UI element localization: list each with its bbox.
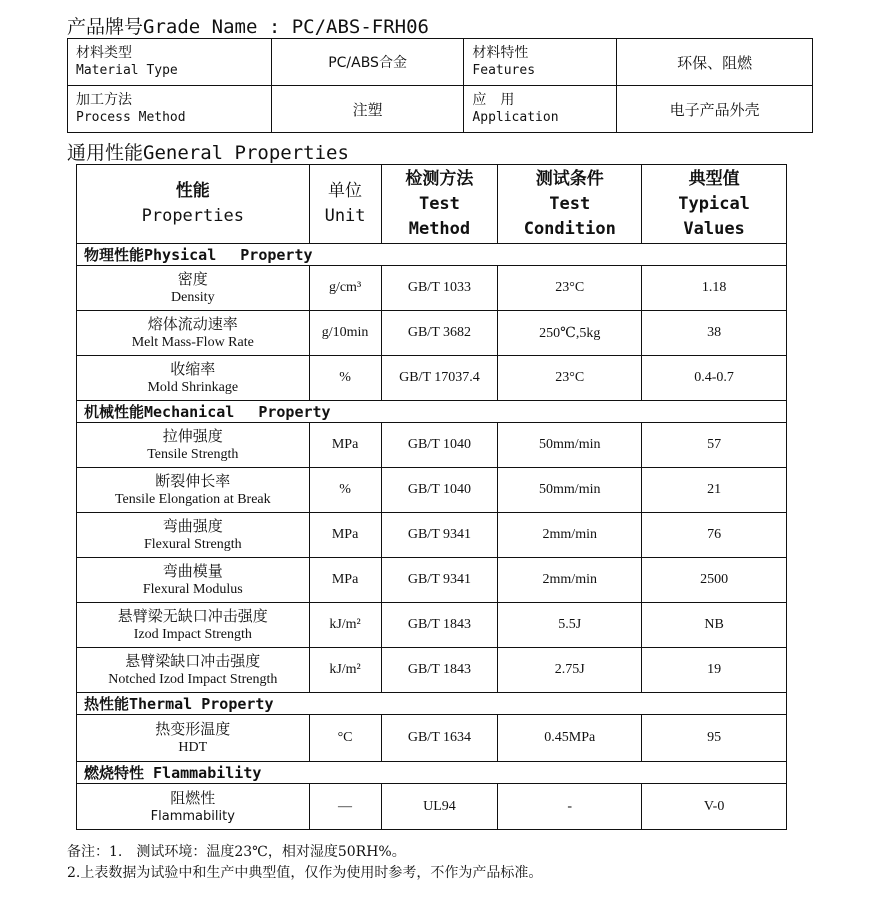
value-cell: 38 bbox=[642, 311, 787, 356]
condition-cell: - bbox=[498, 784, 642, 830]
property-cell bbox=[77, 715, 310, 762]
table-row bbox=[77, 311, 787, 356]
table-row bbox=[77, 266, 787, 311]
property-cn: 悬臂梁缺口冲击强度 bbox=[125, 652, 261, 670]
unit-cell: — bbox=[309, 784, 381, 830]
section-mechanical-label: 机械性能Mechanical Property bbox=[77, 401, 787, 423]
property-cn: 密度 bbox=[177, 270, 208, 288]
condition-cell: 2mm/min bbox=[498, 513, 642, 558]
property-cn: 收缩率 bbox=[170, 360, 216, 378]
property-cn: 悬臂梁无缺口冲击强度 bbox=[117, 607, 268, 625]
header-values-cn: 典型值 bbox=[688, 168, 740, 189]
condition-cell: 23°C bbox=[498, 356, 642, 401]
material-type-value: PC/ABS合金 bbox=[271, 39, 464, 86]
material-type-label bbox=[68, 39, 272, 86]
method-cell: GB/T 3682 bbox=[381, 311, 498, 356]
value-cell: 95 bbox=[642, 715, 787, 762]
features-value: 环保、阻燃 bbox=[617, 39, 813, 86]
method-cell: GB/T 9341 bbox=[381, 558, 498, 603]
section-flammability bbox=[77, 762, 787, 784]
condition-cell: 50mm/min bbox=[498, 423, 642, 468]
header-method-en2: Method bbox=[408, 218, 471, 239]
header-values-en2: Values bbox=[683, 218, 745, 239]
header-values bbox=[642, 165, 787, 244]
table-row bbox=[77, 558, 787, 603]
value-cell: 19 bbox=[642, 648, 787, 693]
table-row bbox=[77, 603, 787, 648]
condition-cell: 5.5J bbox=[498, 603, 642, 648]
unit-cell: % bbox=[309, 468, 381, 513]
property-en: Tensile Elongation at Break bbox=[114, 492, 271, 507]
property-cell bbox=[77, 513, 310, 558]
condition-cell: 23°C bbox=[498, 266, 642, 311]
header-properties bbox=[77, 165, 310, 244]
section-mechanical bbox=[77, 401, 787, 423]
value-cell: 1.18 bbox=[642, 266, 787, 311]
unit-cell: MPa bbox=[309, 423, 381, 468]
property-cell bbox=[77, 648, 310, 693]
table-row bbox=[77, 423, 787, 468]
application-cn: 应 用 bbox=[472, 92, 515, 108]
method-cell: GB/T 17037.4 bbox=[381, 356, 498, 401]
section-flammability-label: 燃烧特性 Flammability bbox=[77, 762, 787, 784]
header-properties-cn: 性能 bbox=[175, 181, 210, 201]
property-en: Notched Izod Impact Strength bbox=[108, 672, 278, 687]
unit-cell: g/10min bbox=[309, 311, 381, 356]
unit-cell: kJ/m² bbox=[309, 603, 381, 648]
grade-name-title: 产品牌号Grade Name : PC/ABS-FRH06 bbox=[67, 16, 429, 38]
application-en: Application bbox=[472, 110, 559, 125]
value-cell: 21 bbox=[642, 468, 787, 513]
method-cell: GB/T 1843 bbox=[381, 648, 498, 693]
method-cell: GB/T 9341 bbox=[381, 513, 498, 558]
property-cn: 弯曲强度 bbox=[162, 517, 223, 535]
material-type-en: Material Type bbox=[76, 63, 178, 78]
table-row bbox=[77, 715, 787, 762]
unit-cell: MPa bbox=[309, 513, 381, 558]
property-en: Izod Impact Strength bbox=[133, 627, 252, 642]
header-condition-en2: Condition bbox=[523, 218, 616, 239]
process-method-value: 注塑 bbox=[271, 86, 464, 133]
header-condition bbox=[498, 165, 642, 244]
table-row bbox=[77, 648, 787, 693]
property-cell bbox=[77, 266, 310, 311]
method-cell: GB/T 1033 bbox=[381, 266, 498, 311]
property-cn: 阻燃性 bbox=[170, 788, 216, 807]
property-cell bbox=[77, 468, 310, 513]
unit-cell: MPa bbox=[309, 558, 381, 603]
property-en: HDT bbox=[178, 740, 208, 755]
header-condition-en1: Test bbox=[549, 193, 591, 214]
unit-cell: g/cm³ bbox=[309, 266, 381, 311]
value-cell: 57 bbox=[642, 423, 787, 468]
property-cell bbox=[77, 603, 310, 648]
property-cn: 热变形温度 bbox=[155, 720, 231, 738]
property-cell bbox=[77, 311, 310, 356]
value-cell: V-0 bbox=[642, 784, 787, 830]
table-row bbox=[77, 356, 787, 401]
property-en: Flammability bbox=[150, 808, 235, 824]
features-en: Features bbox=[472, 63, 536, 78]
property-en: Flexural Modulus bbox=[142, 582, 243, 597]
property-en: Melt Mass-Flow Rate bbox=[131, 335, 254, 350]
header-condition-cn: 测试条件 bbox=[535, 168, 604, 189]
method-cell: GB/T 1040 bbox=[381, 423, 498, 468]
value-cell: 2500 bbox=[642, 558, 787, 603]
unit-cell: % bbox=[309, 356, 381, 401]
general-properties-title: 通用性能General Properties bbox=[67, 142, 349, 164]
material-type-cn: 材料类型 bbox=[76, 45, 132, 61]
header-properties-en: Properties bbox=[141, 206, 244, 226]
material-info-table bbox=[67, 38, 813, 133]
features-label bbox=[464, 39, 617, 86]
property-cn: 熔体流动速率 bbox=[147, 315, 238, 333]
header-method-en1: Test bbox=[418, 193, 460, 214]
info-row-material bbox=[68, 39, 813, 86]
process-method-cn: 加工方法 bbox=[76, 92, 132, 108]
features-cn: 材料特性 bbox=[472, 45, 529, 61]
condition-cell: 2.75J bbox=[498, 648, 642, 693]
unit-cell: kJ/m² bbox=[309, 648, 381, 693]
method-cell: UL94 bbox=[381, 784, 498, 830]
value-cell: 76 bbox=[642, 513, 787, 558]
property-en: Mold Shrinkage bbox=[147, 380, 239, 395]
method-cell: GB/T 1634 bbox=[381, 715, 498, 762]
value-cell: 0.4-0.7 bbox=[642, 356, 787, 401]
section-thermal-label: 热性能Thermal Property bbox=[77, 693, 787, 715]
header-values-en1: Typical bbox=[678, 193, 750, 214]
property-cell bbox=[77, 558, 310, 603]
process-method-label bbox=[68, 86, 272, 133]
method-cell: GB/T 1843 bbox=[381, 603, 498, 648]
info-row-process bbox=[68, 86, 813, 133]
general-properties-table bbox=[76, 164, 787, 830]
property-cn: 弯曲模量 bbox=[162, 562, 223, 580]
note-line-2: 2.上表数据为试验中和生产中典型值，仅作为使用时参考，不作为产品标准。 bbox=[67, 865, 543, 881]
property-cn: 拉伸强度 bbox=[162, 427, 223, 445]
header-row bbox=[77, 165, 787, 244]
application-label bbox=[464, 86, 617, 133]
section-thermal bbox=[77, 693, 787, 715]
property-cell bbox=[77, 784, 310, 830]
property-cell bbox=[77, 356, 310, 401]
note-line-1: 备注：1. 测试环境：温度23℃，相对湿度50RH%。 bbox=[67, 844, 406, 860]
header-unit bbox=[309, 165, 381, 244]
method-cell: GB/T 1040 bbox=[381, 468, 498, 513]
header-method-cn: 检测方法 bbox=[405, 168, 474, 189]
header-unit-cn: 单位 bbox=[328, 181, 363, 201]
property-cell bbox=[77, 423, 310, 468]
unit-cell: °C bbox=[309, 715, 381, 762]
property-en: Density bbox=[171, 290, 215, 305]
table-row bbox=[77, 784, 787, 830]
application-value: 电子产品外壳 bbox=[617, 86, 813, 133]
property-cn: 断裂伸长率 bbox=[155, 472, 231, 490]
value-cell: NB bbox=[642, 603, 787, 648]
section-physical-label: 物理性能Physical Property bbox=[77, 244, 787, 266]
header-unit-en: Unit bbox=[324, 206, 366, 226]
property-en: Tensile Strength bbox=[147, 447, 239, 462]
condition-cell: 2mm/min bbox=[498, 558, 642, 603]
section-physical bbox=[77, 244, 787, 266]
property-en: Flexural Strength bbox=[143, 537, 242, 552]
table-row bbox=[77, 468, 787, 513]
condition-cell: 50mm/min bbox=[498, 468, 642, 513]
process-method-en: Process Method bbox=[76, 110, 186, 125]
condition-cell: 250℃,5kg bbox=[498, 311, 642, 356]
header-method bbox=[381, 165, 498, 244]
table-row bbox=[77, 513, 787, 558]
condition-cell: 0.45MPa bbox=[498, 715, 642, 762]
